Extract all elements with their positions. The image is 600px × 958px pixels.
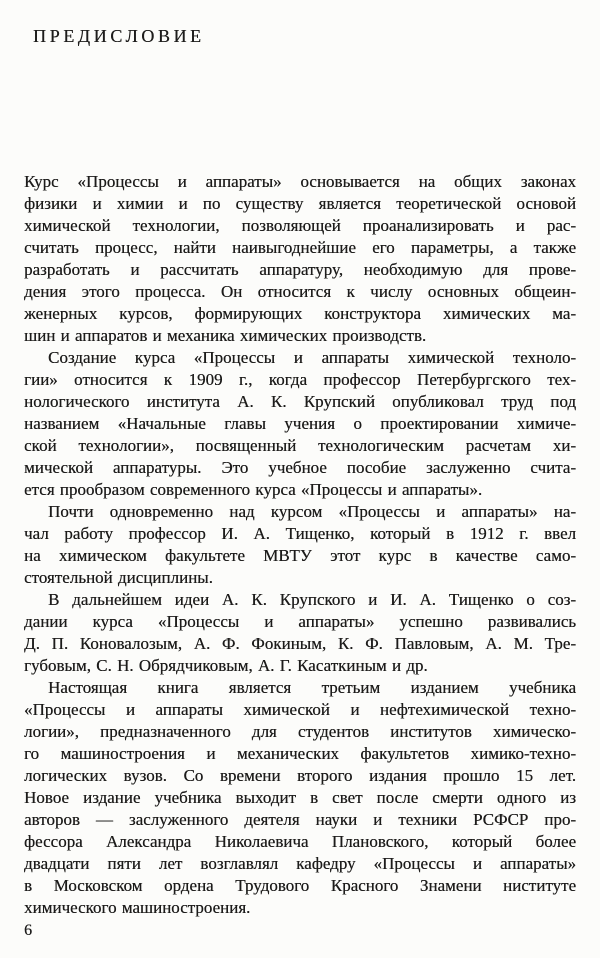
text-line: губовым, С. Н. Обрядчиковым, А. Г. Касаткиным и др. — [24, 656, 428, 675]
text-line: «Процессы и аппараты химической и нефтехимической техно- — [24, 700, 576, 719]
text-line: женерных курсов, формирующих конструктора химических ма- — [24, 304, 576, 323]
paragraph — [24, 677, 576, 919]
text-line: физики и химии и по существу является теоретической основой — [24, 194, 576, 213]
text-line: Создание курса «Процессы и аппараты химической техноло- — [48, 348, 576, 367]
text-line: логических вузов. Со времени второго издания прошло 15 лет. — [24, 766, 576, 785]
text-line: мической аппаратуры. Это учебное пособие заслуженно счита- — [24, 458, 576, 477]
text-line: ской технологии», посвященный технологическим расчетам хи- — [24, 436, 576, 455]
text-line: считать процесс, найти наивыгоднейшие его параметры, а также — [24, 238, 576, 257]
text-line: химического машиностроения. — [24, 898, 251, 917]
text-line: Почти одновременно над курсом «Процессы и аппараты» на- — [48, 502, 576, 521]
text-line: Курс «Процессы и аппараты» основывается на общих законах — [24, 172, 576, 191]
text-line: В дальнейшем идеи А. К. Крупского и И. А. Тищенко о соз- — [48, 590, 576, 609]
text-line: дения этого процесса. Он относится к числу основных общеин- — [24, 282, 576, 301]
text-line: Новое издание учебника выходит в свет после смерти одного из — [24, 788, 576, 807]
text-line: фессора Александра Николаевича Плановского, который более — [24, 832, 576, 851]
text-line: стоятельной дисциплины. — [24, 568, 213, 587]
page-title: ПРЕДИСЛОВИЕ — [33, 26, 205, 46]
text-line: ется прообразом современного курса «Процессы и аппараты». — [24, 480, 483, 499]
paragraph — [24, 171, 576, 347]
paragraph — [24, 589, 576, 677]
text-line: гии» относится к 1909 г., когда профессор Петербургского тех- — [24, 370, 576, 389]
page-number: 6 — [24, 922, 32, 939]
text-line: Настоящая книга является третьим изданием учебника — [48, 678, 576, 697]
text-line: нологического института А. К. Крупский опубликовал труд под — [24, 392, 576, 411]
text-line: названием «Начальные главы учения о проектировании химиче- — [24, 414, 576, 433]
text-line: авторов — заслуженного деятеля науки и техники РСФСР про- — [24, 810, 576, 829]
text-line: логии», предназначенного для студентов институтов химическо- — [24, 722, 576, 741]
text-line: шин и аппаратов и механика химических производств. — [24, 326, 427, 345]
text-line: в Московском ордена Трудового Красного Знамени ниституте — [24, 876, 576, 895]
text-line: чал работу профессор И. А. Тищенко, который в 1912 г. ввел — [24, 524, 576, 543]
text-line: двадцати пяти лет возглавлял кафедру «Процессы и аппараты» — [24, 854, 576, 873]
text-line: разработать и рассчитать аппаратуру, необходимую для прове- — [24, 260, 576, 279]
paragraph — [24, 501, 576, 589]
text-line: дании курса «Процессы и аппараты» успешно развивались — [24, 612, 576, 631]
body-text — [24, 171, 576, 919]
text-line: го машиностроения и механических факультетов химико-техно- — [24, 744, 576, 763]
text-line: химической технологии, позволяющей проанализировать и рас- — [24, 216, 576, 235]
text-line: Д. П. Коновалозым, А. Ф. Фокиным, К. Ф. Павловым, А. М. Тре- — [24, 634, 576, 653]
paragraph — [24, 347, 576, 501]
text-line: на химическом факультете МВТУ этот курс в качестве само- — [24, 546, 576, 565]
